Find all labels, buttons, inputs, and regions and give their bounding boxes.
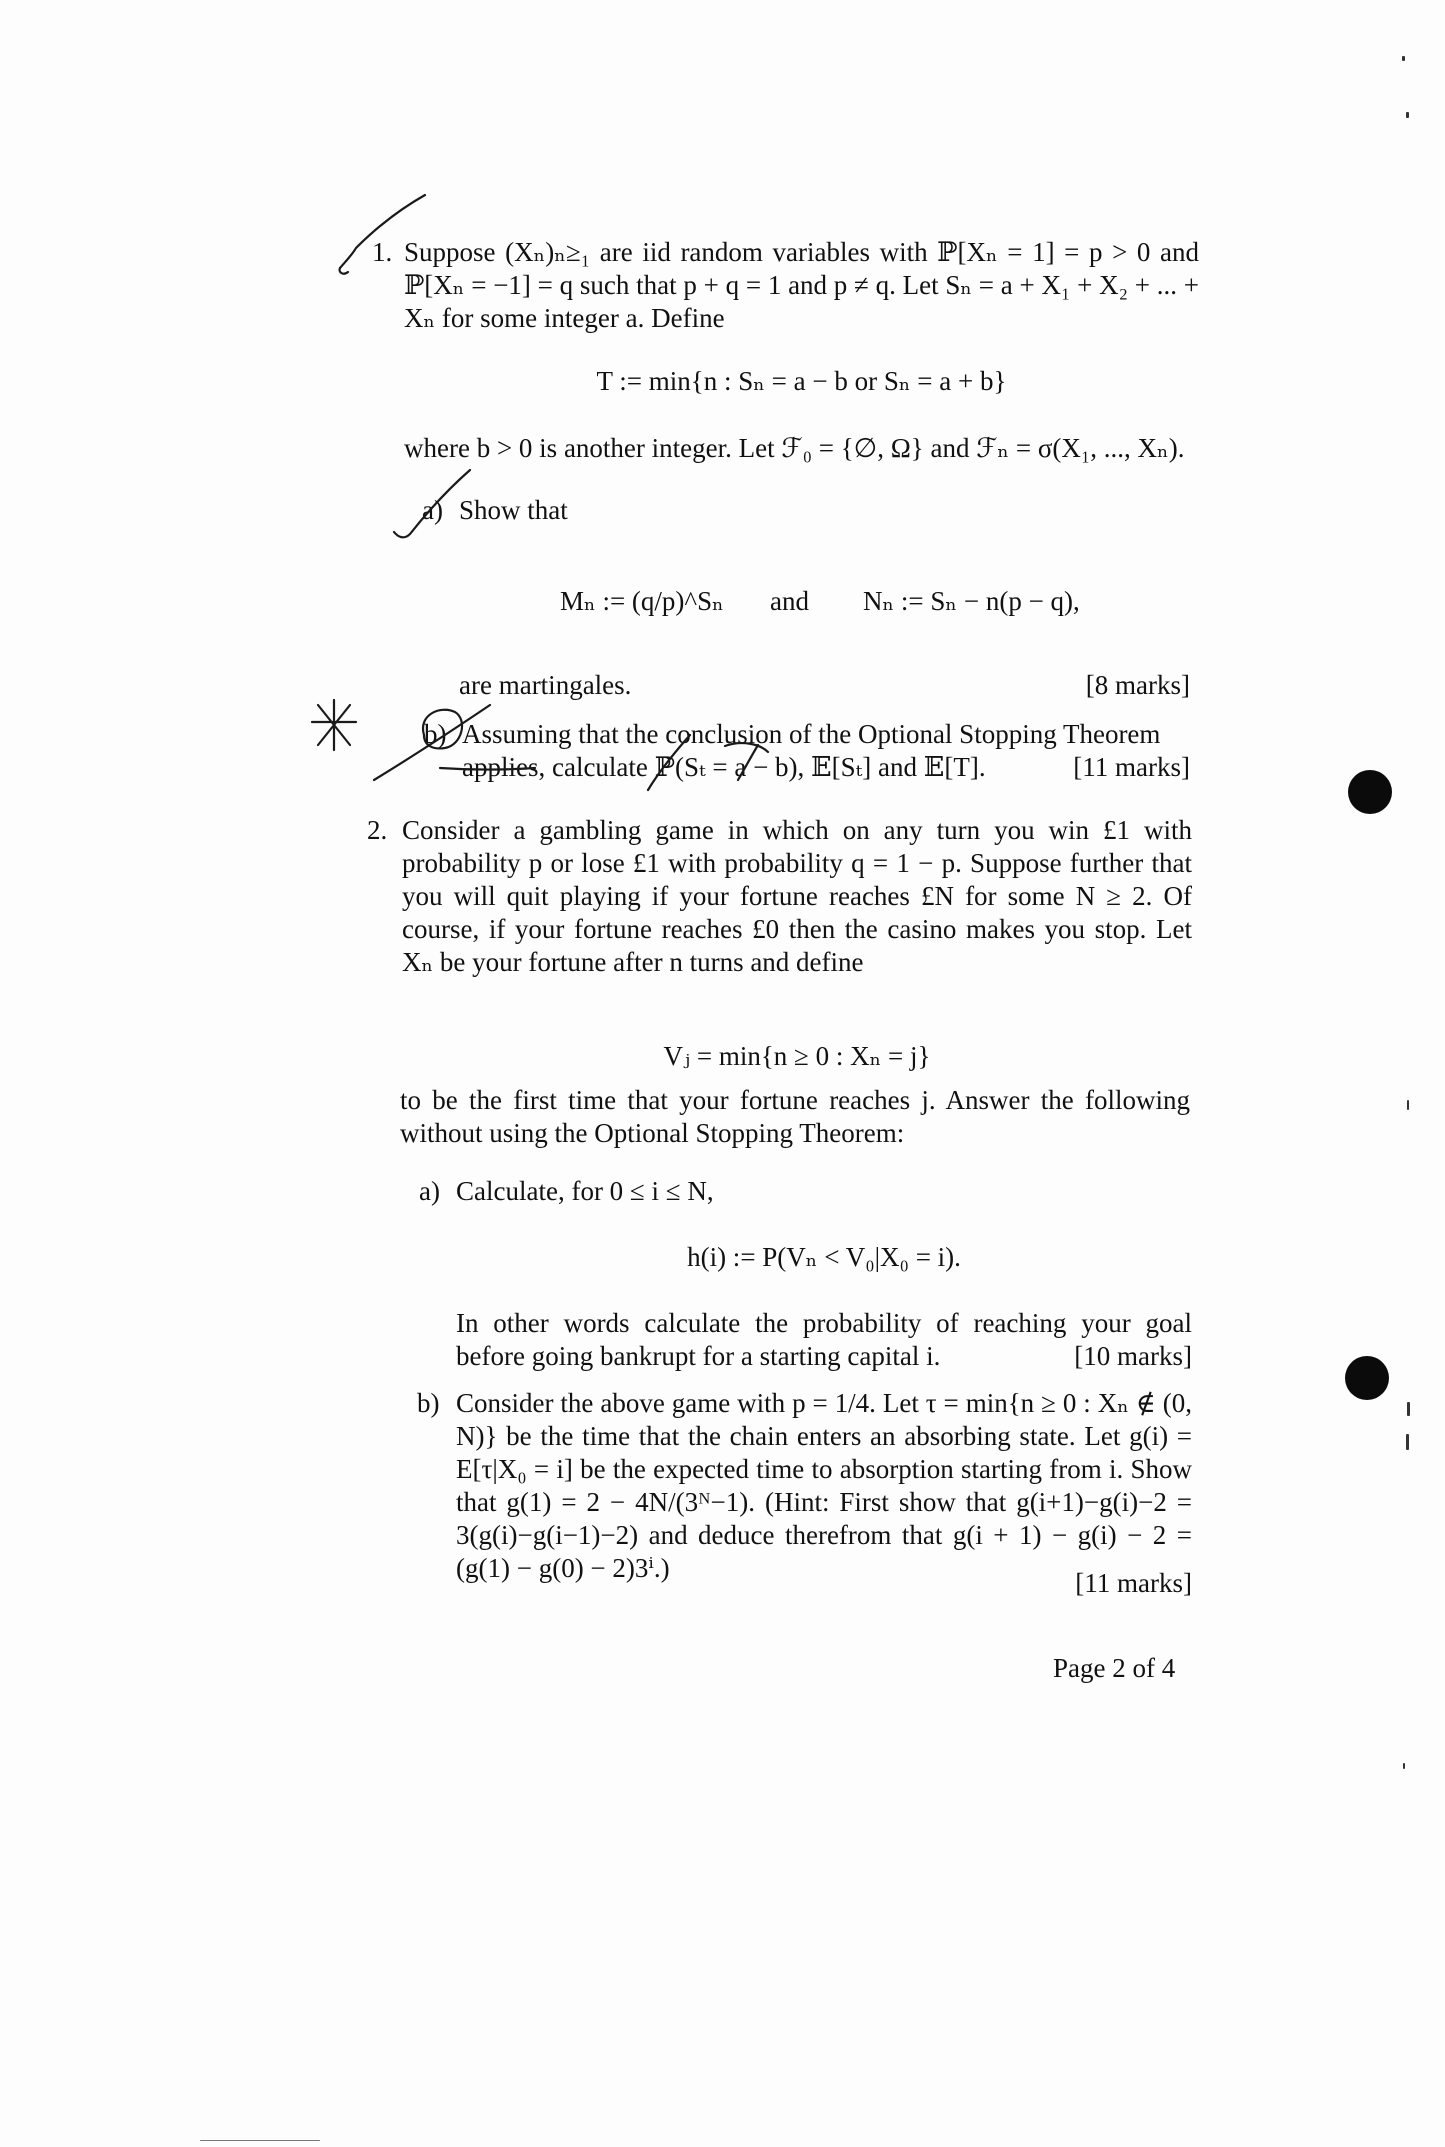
q2-h-definition: h(i) := P(Vₙ < V₀|X₀ = i). [687, 1242, 961, 1272]
scan-speck [200, 2140, 320, 2141]
q2-b-text: Consider the above game with p = 1/4. Let τ = min{n ≥ 0 : Xₙ ∉ (0, N)} be the time that the chain enters an absorbing state. Let g(i) = E[τ|X₀ = i] be the expected time to absorption starting from i. Show that g(1) = 2 − 4N/(3ᴺ−1). (Hint: First show that g(i+1)−g(i)−2 = 3(g(i)−g(i−1)−2) and deduce therefrom that g(i + 1) − g(i) − 2 = (g(1) − g(0) − 2)3ⁱ.) [456, 1388, 1192, 1583]
q1-b-text-line1: Assuming that the conclusion of the Optional Stopping Theorem [462, 719, 1161, 749]
scan-speck [1407, 1100, 1409, 1110]
q1-N-definition: Nₙ := Sₙ − n(p − q), [863, 586, 1080, 616]
q1-are-martingales: are martingales. [459, 670, 632, 700]
q1-b-text-line2: applies, calculate ℙ(Sₜ = a − b), 𝔼[Sₜ] and 𝔼[T]. [462, 752, 986, 782]
q1-and: and [770, 586, 809, 616]
q2-a-marks: [10 marks] [1074, 1341, 1192, 1371]
q2-b-label: b) [417, 1388, 440, 1418]
q2-after-definition: to be the first time that your fortune reaches j. Answer the following without using the Optional Stopping Theorem: [400, 1085, 1190, 1148]
punch-hole-top [1348, 770, 1392, 814]
punch-hole-bottom [1345, 1356, 1389, 1400]
q1-b-marks: [11 marks] [1073, 752, 1190, 782]
scan-speck [1406, 112, 1409, 118]
q1-b-label: b) [424, 719, 447, 749]
q2-a-label: a) [419, 1176, 440, 1206]
q1-a-text: Show that [459, 495, 568, 525]
q1-a-marks: [8 marks] [1085, 670, 1190, 700]
q1-definition-T: T := min{n : Sₙ = a − b or Sₙ = a + b} [596, 366, 1007, 396]
scan-speck [1403, 1763, 1405, 1769]
q1-number: 1. [372, 237, 393, 267]
scan-speck [1407, 1402, 1410, 1416]
q1-a-label: a) [422, 495, 443, 525]
q2-a-text: Calculate, for 0 ≤ i ≤ N, [456, 1176, 714, 1206]
tick-hook-q1 [340, 268, 348, 274]
q1-where-text: where b > 0 is another integer. Let ℱ₀ = {∅, Ω} and ℱₙ = σ(X₁, ..., Xₙ). [404, 433, 1185, 463]
q1-M-definition: Mₙ := (q/p)^Sₙ [560, 586, 724, 616]
q2-definition-V: Vⱼ = min{n ≥ 0 : Xₙ = j} [663, 1041, 931, 1071]
q2-b-marks: [11 marks] [1075, 1568, 1192, 1598]
q2-stem: Consider a gambling game in which on any turn you win £1 with probability p or lose £1 with probability q = 1 − p. Suppose further that you will quit playing if your fortune reaches £N for some N ≥ 2. Of course, if your fortune reaches £0 then the casino makes you stop. Let Xₙ be your fortune after n turns and define [402, 815, 1192, 977]
q2-a-text-2: In other words calculate the probability of reaching your goal before going bankrupt for a starting capital i. [456, 1308, 1192, 1371]
scan-speck [1406, 1434, 1409, 1450]
q1-stem: Suppose (Xₙ)ₙ≥₁ are iid random variables with ℙ[Xₙ = 1] = p > 0 and ℙ[Xₙ = −1] = q such that p + q = 1 and p ≠ q. Let Sₙ = a + X₁ + X₂ + ... + Xₙ for some integer a. Define [404, 237, 1199, 333]
scan-speck [1402, 56, 1405, 61]
page-number: Page 2 of 4 [1053, 1653, 1176, 1683]
star-mark [312, 700, 356, 750]
q2-number: 2. [367, 815, 388, 845]
